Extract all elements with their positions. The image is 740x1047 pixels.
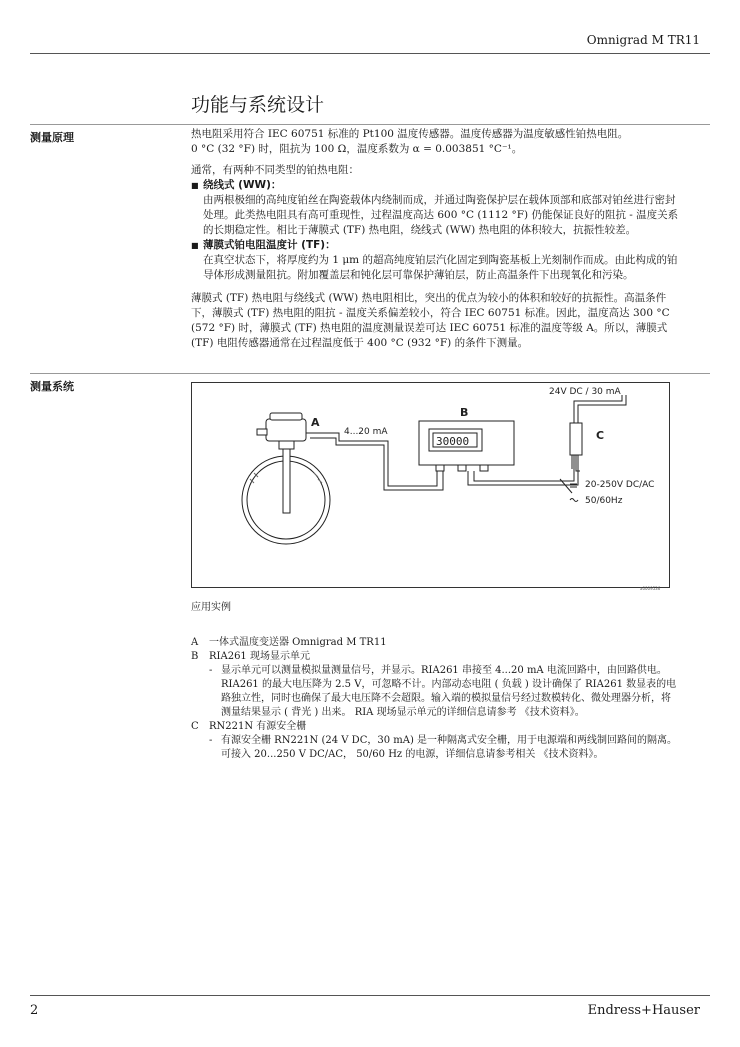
system-label: 测量系统: [30, 380, 74, 393]
legend-item-c: [191, 720, 679, 734]
display-gland-2: [458, 465, 466, 471]
system-rule: [30, 373, 710, 374]
transmitter-neck: [279, 441, 294, 449]
footer-brand: Endress+Hauser: [587, 1003, 700, 1018]
page-number: 2: [30, 1003, 39, 1018]
measuring-system-figure: [191, 382, 670, 588]
label-b: B: [460, 406, 469, 419]
legend-key: C: [191, 721, 199, 732]
figure-caption: 应用实例: [191, 602, 231, 613]
display-value: 30000: [436, 435, 470, 448]
tf-bullet-text: 在真空状态下，将厚度约为 1 μm 的超高纯度铂层汽化固定到陶瓷基板上光刻制作而成。由此构成的铂导体形成测量阻抗。附加覆盖层和钝化层可靠保护薄铂层，防止高温条件下出现氧化和污染。: [203, 254, 678, 281]
label-a: A: [311, 416, 320, 429]
display-gland-3: [480, 465, 488, 471]
figure-legend: [191, 636, 679, 762]
transmitter-head: [266, 419, 306, 441]
barrier-top-wires: [574, 395, 626, 423]
legend-key: A: [191, 637, 199, 648]
comparison-text: 薄膜式 (TF) 热电阻与绕线式 (WW) 热电阻相比，突出的优点为较小的体积和较好的抗振性。高温条件下，薄膜式 (TF) 热电阻的阻抗 - 温度关系偏差较小，符合 IEC 60751 标准。因此，温度高达 300 °C (572 °F) 时，薄膜式 (TF) 热电阻的温度测量误差可达 IEC 60751 标准的温度等级 A。所以，薄膜式 (TF) 电阻传感器通常在过程温度低于 400 °C (932 °F) 的条件下测量。: [191, 292, 670, 349]
principle-rule: [30, 124, 710, 125]
thermowell: [283, 447, 290, 513]
barrier-supply-wires: [572, 455, 580, 471]
footer-rule: [30, 995, 710, 996]
input-label-2: 50/60Hz: [585, 496, 623, 506]
principle-intro-2: 0 °C (32 °F) 时，阻抗为 100 Ω，温度系数为 α = 0.003851 °C⁻¹。: [191, 143, 523, 155]
input-label-1: 20-250V DC/AC: [585, 480, 655, 490]
system-diagram: [192, 383, 671, 589]
principle-intro-1: 热电阻采用符合 IEC 60751 标准的 Pt100 温度传感器。温度传感器为温度敏感性铂热电阻。: [191, 128, 629, 140]
tf-bullet-title: ■ 薄膜式铂电阻温度计 (TF)：: [191, 238, 679, 253]
display-gland-1: [436, 465, 444, 471]
legend-item-a: [191, 636, 679, 650]
legend-detail-b: - 显示单元可以测量模拟量测量信号，并显示。RIA261 串接至 4...20 mA 电流回路中，由回路供电。RIA261 的最大电压降为 2.5 V，可忽略不计。内部动态电阻 ( 负载 ) 设计确保了 RIA261 数显表的电路独立性，同时也确保了最大电压降不会超限。输入端的模拟量信号经过数模转化、微处理器分析，将测量结果显示 ( 背光 ) 出来。 RIA 现场显示单元的详细信息请参考 《技术资料》。: [191, 664, 679, 720]
document-header-title: Omnigrad M TR11: [586, 33, 700, 47]
types-intro: 通常，有两种不同类型的铂热电阻：: [191, 164, 359, 176]
legend-detail-c: - 有源安全栅 RN221N (24 V DC，30 mA) 是一种隔离式安全栅，用于电源端和两线制回路间的隔离。可接入 20...250 V DC/AC， 50/60 Hz 的电源，详细信息请参考相关 《技术资料》。: [191, 734, 679, 762]
legend-title: 一体式温度变送器 Omnigrad M TR11: [209, 637, 387, 648]
legend-title: RIA261 现场显示单元: [209, 651, 310, 662]
transmitter-lid: [270, 413, 302, 420]
ac-symbol: [570, 499, 578, 502]
signal-label: 4...20 mA: [344, 427, 388, 437]
ww-bullet-title: ■ 绕线式 (WW)：: [191, 178, 679, 193]
principle-label: 测量原理: [30, 131, 74, 144]
principle-text: [191, 127, 679, 351]
legend-title: RN221N 有源安全栅: [209, 721, 307, 732]
figure-id: a0009536: [640, 586, 661, 591]
transmitter-gland: [257, 429, 267, 435]
legend-key: B: [191, 651, 199, 662]
section-title: 功能与系统设计: [191, 94, 325, 116]
barrier-body: [570, 423, 582, 455]
header-rule: [30, 53, 710, 54]
supply-label: 24V DC / 30 mA: [549, 387, 621, 397]
ww-bullet-text: 由两根极细的高纯度铂丝在陶瓷载体内绕制而成，并通过陶瓷保护层在载体顶部和底部对铂丝进行密封处理。此类热电阻具有高可重现性，过程温度高达 600 °C (1112 °F) 仍能保证良好的阻抗 - 温度关系的长期稳定性。相比于薄膜式 (TF) 热电阻，绕线式 (WW) 热电阻的体积较大，抗振性较差。: [203, 194, 679, 236]
legend-item-b: [191, 650, 679, 664]
label-c: C: [596, 429, 605, 442]
